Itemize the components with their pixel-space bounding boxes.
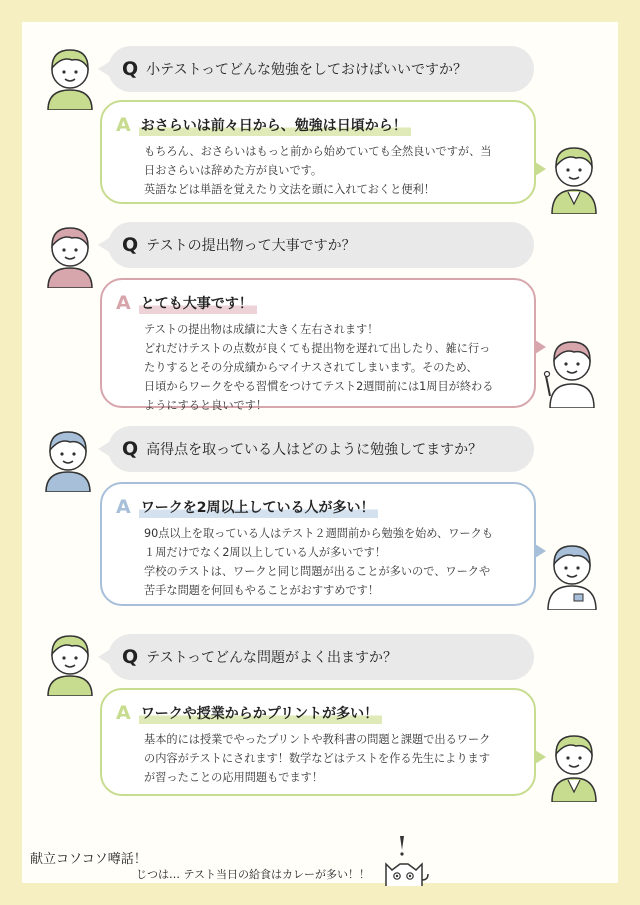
answer-line: テストの提出物は成績に大きく左右されます！ — [144, 323, 379, 336]
answer-title: ワークや授業からかプリントが多い！ — [139, 703, 382, 724]
question-text: テストってどんな問題がよく出ますか？ — [146, 650, 398, 666]
teacher-avatar-icon — [548, 142, 600, 214]
answer-line: の内容がテストにされます！数学などはテストを作る先生によります — [144, 752, 490, 765]
teacher-avatar-icon — [548, 730, 600, 802]
q-mark: Q — [122, 58, 139, 80]
answer-bubble — [100, 688, 536, 796]
answer-title: ワークを2周以上している人が多い！ — [139, 497, 379, 518]
q-mark: Q — [122, 234, 139, 256]
question-text: 高得点を取っている人はどのように勉強してますか？ — [146, 442, 483, 458]
answer-line: 苦手な問題を何回もやることがおすすめです！ — [144, 584, 380, 597]
answer-title: とても大事です！ — [139, 293, 257, 314]
answer-line: たりするとその分成績からマイナスされてしまいます。そのため、 — [144, 361, 478, 374]
answer-bubble — [100, 100, 536, 204]
footer-text: じつは… テスト当日の給食はカレーが多い！！ — [136, 868, 371, 881]
a-mark: A — [116, 292, 131, 314]
answer-line: 基本的には授業でやったプリントや教科書の問題と課題で出るワーク — [144, 733, 491, 746]
question-bubble — [108, 634, 534, 680]
answer-line: が習ったことの応用問題もでます！ — [144, 771, 324, 784]
answer-line: 英語などは単語を覚えたり文法を頭に入れておくと便利！ — [144, 183, 435, 196]
a-mark: A — [116, 114, 131, 136]
answer-line: 日頃からワークをやる習慣をつけてテスト2週間前には1周目が終わる — [144, 380, 494, 393]
student-avatar-icon — [40, 426, 96, 492]
answer-line: どれだけテストの点数が良くても提出物を遅れて出したり、雑に行っ — [144, 342, 491, 355]
question-bubble — [108, 426, 534, 472]
question-text: テストの提出物って大事ですか？ — [146, 238, 356, 254]
answer-bubble — [100, 278, 536, 412]
answer-bubble — [100, 482, 536, 606]
question-bubble — [108, 46, 534, 92]
student-avatar-icon — [42, 44, 98, 110]
student-avatar-icon — [42, 222, 98, 288]
teacher-avatar-icon — [540, 336, 600, 408]
answer-line: 学校のテストは、ワークと同じ問題が出ることが多いので、ワークや — [144, 565, 491, 578]
a-mark: A — [116, 496, 131, 518]
a-mark: A — [116, 702, 131, 724]
teacher-avatar-icon — [544, 540, 600, 610]
answer-title: おさらいは前々日から、勉強は日頃から！ — [139, 115, 411, 136]
footer-title: 献立コソコソ噂話！ — [30, 852, 147, 867]
q-mark: Q — [122, 438, 139, 460]
answer-line: 90点以上を取っている人はテスト２週間前から勉強を始め、ワークも — [144, 527, 493, 540]
question-bubble — [108, 222, 534, 268]
answer-line: もちろん、おさらいはもっと前から始めていても全然良いですが、当 — [144, 145, 492, 158]
student-avatar-icon — [42, 630, 98, 696]
question-text: 小テストってどんな勉強をしておけばいいですか？ — [146, 62, 468, 78]
q-mark: Q — [122, 646, 139, 668]
answer-line: １周だけでなく2周以上している人が多いです！ — [144, 546, 387, 559]
answer-line: 日おさらいは辞めた方が良いです。 — [144, 164, 323, 177]
answer-line: ようにすると良いです！ — [144, 399, 268, 412]
cat-icon — [380, 834, 430, 886]
